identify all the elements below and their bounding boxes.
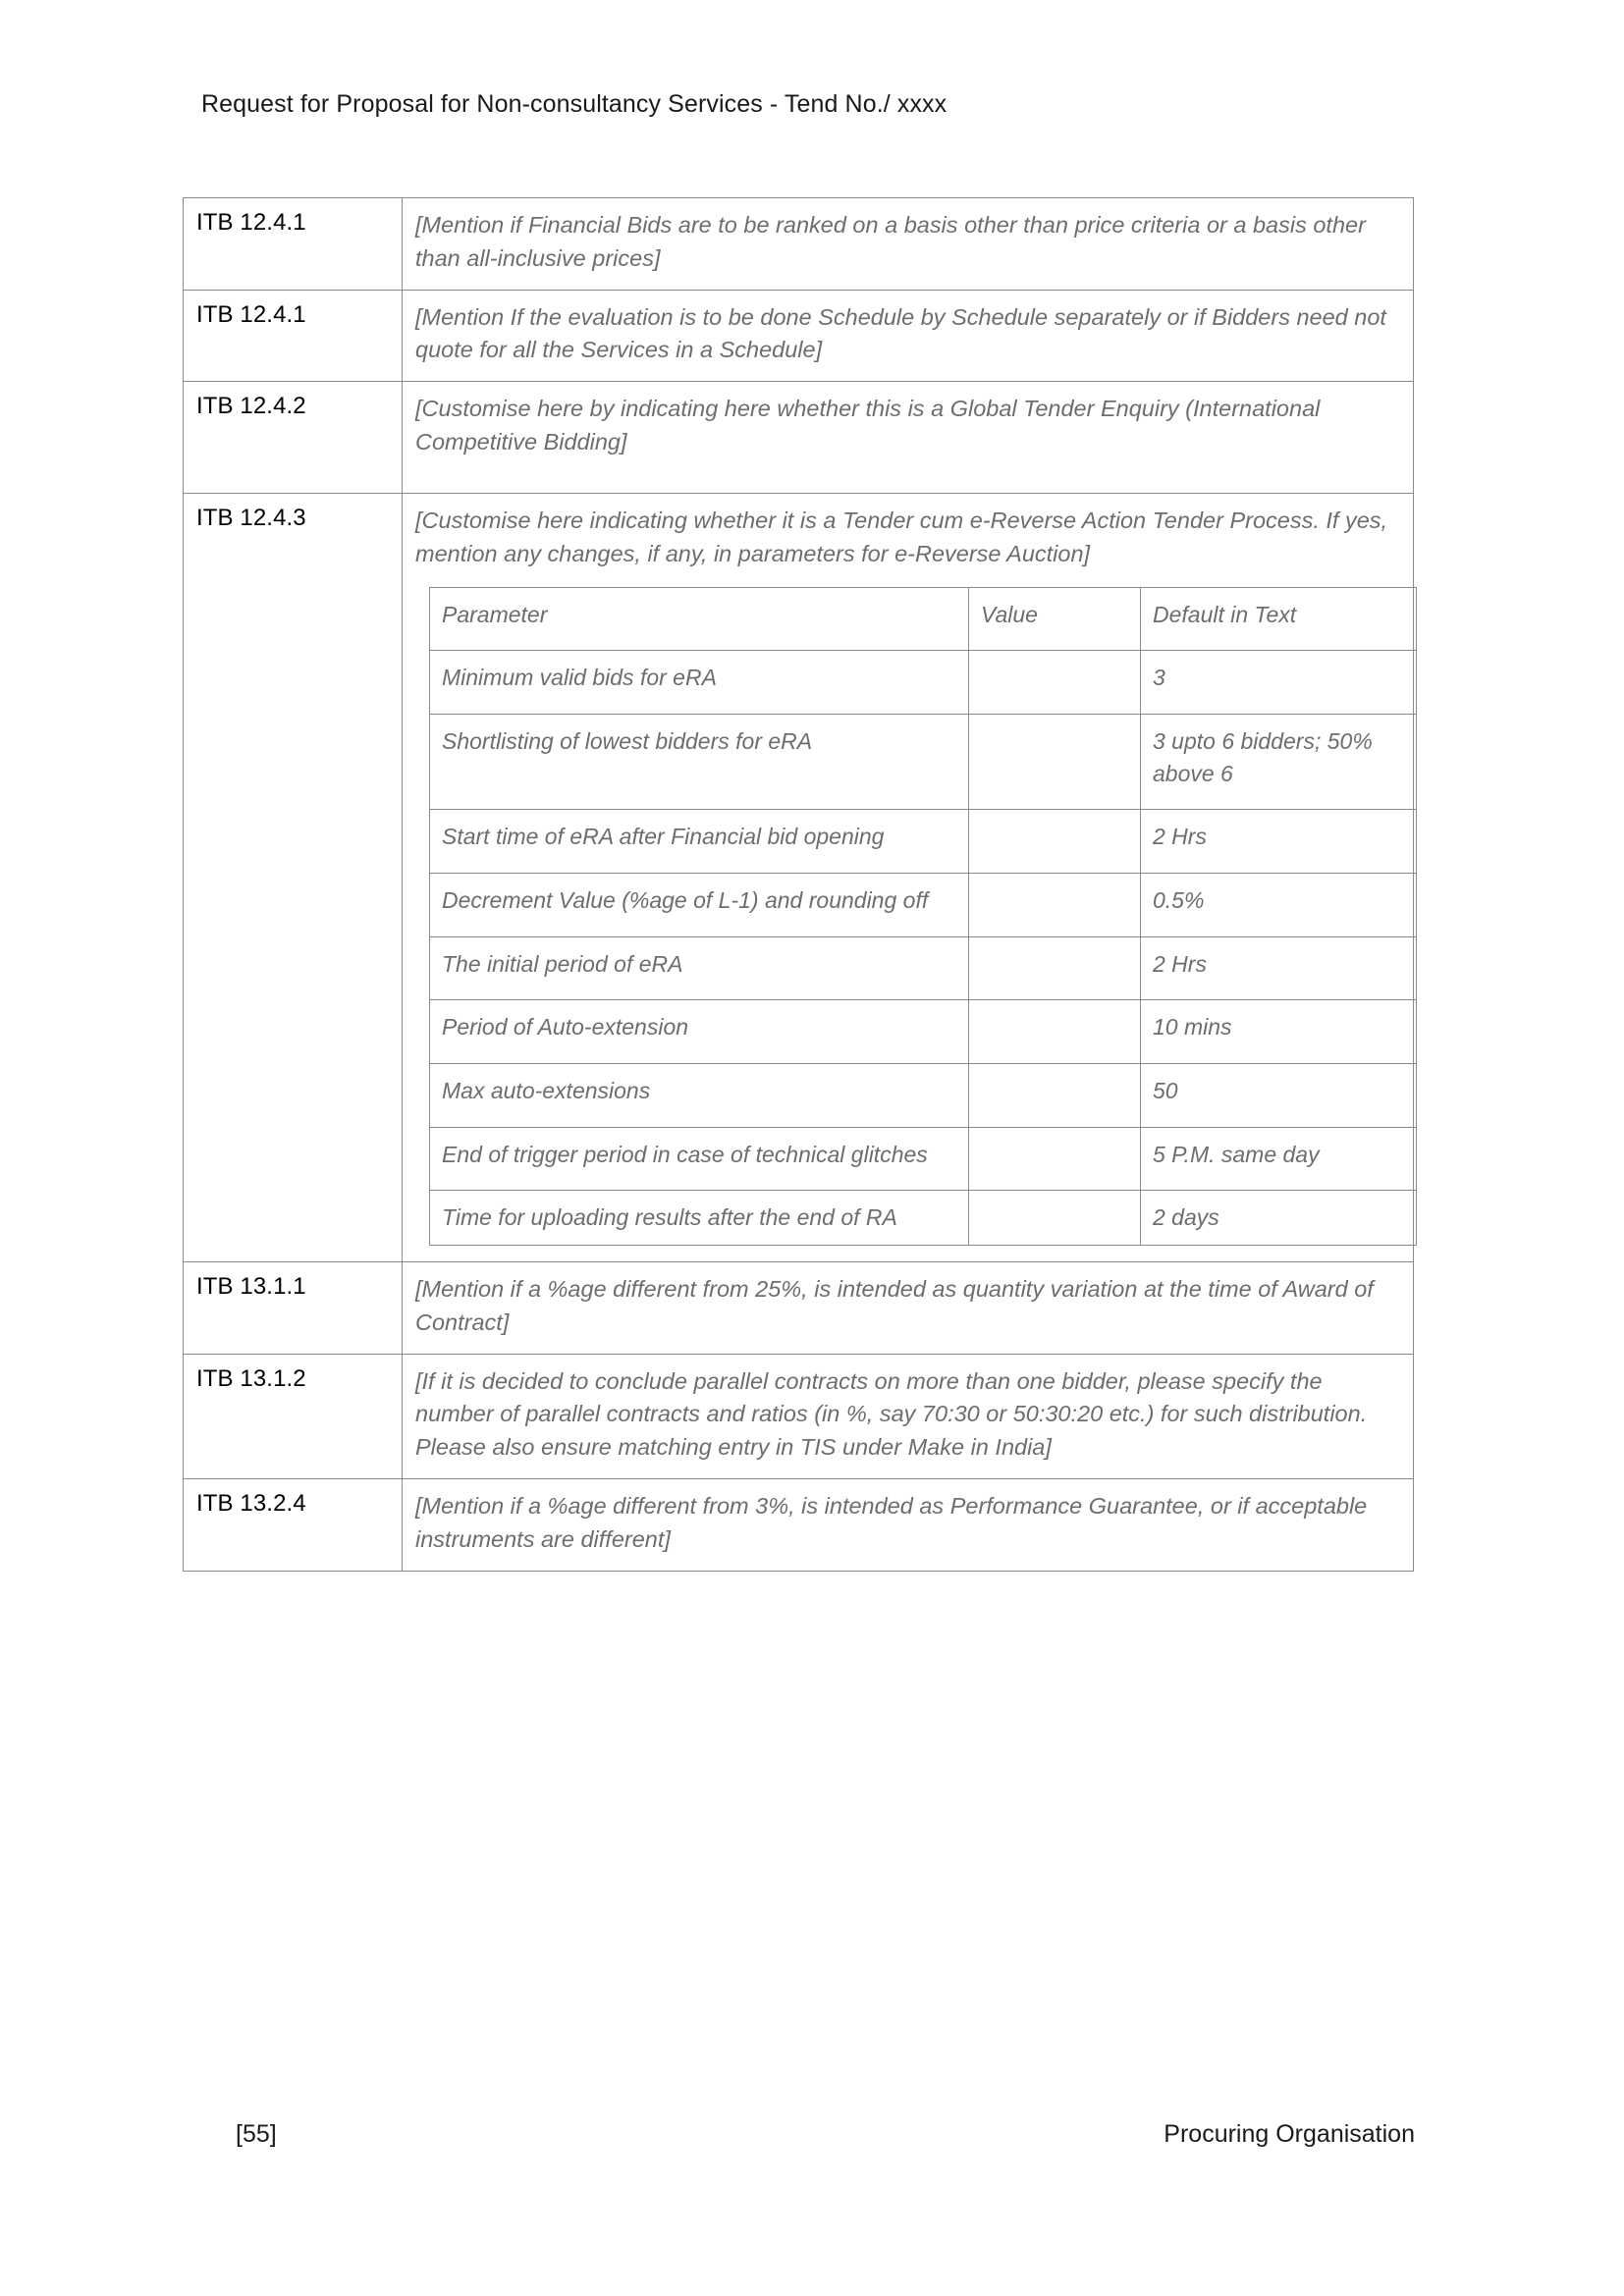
- era-header-value: Value: [969, 587, 1141, 651]
- clause-text: [Mention If the evaluation is to be done Schedule by Schedule separately or if Bidders need not quote for all the Services in a Schedule]: [403, 290, 1414, 382]
- era-default: 3 upto 6 bidders; 50% above 6: [1141, 714, 1417, 809]
- era-default: 10 mins: [1141, 1000, 1417, 1064]
- page-header: Request for Proposal for Non-consultancy Services - Tend No./ xxxx: [201, 90, 947, 118]
- era-row: [430, 1191, 1417, 1246]
- era-row: [430, 1127, 1417, 1191]
- clause-text: [Mention if a %age different from 3%, is intended as Performance Guarantee, or if acceptable instruments are different]: [403, 1478, 1414, 1571]
- era-value: [969, 1191, 1141, 1246]
- table-row: [184, 198, 1414, 291]
- table-row: [184, 382, 1414, 494]
- clause-id: ITB 12.4.2: [184, 382, 403, 494]
- clause-text: [Mention if Financial Bids are to be ranked on a basis other than price criteria or a basis other than all-inclusive prices]: [403, 198, 1414, 291]
- clause-text: [Customise here indicating whether it is a Tender cum e-Reverse Action Tender Process. If yes, mention any changes, if any, in parameters for e-Reverse Auction]: [415, 507, 1388, 566]
- era-parameter: The initial period of eRA: [430, 936, 969, 1000]
- clause-text: [Mention if a %age different from 25%, is intended as quantity variation at the time of Award of Contract]: [403, 1261, 1414, 1354]
- clause-text: [If it is decided to conclude parallel contracts on more than one bidder, please specify the number of parallel contracts and ratios (in %, say 70:30 or 50:30:20 etc.) for such distribution. Please also ensure matching entry in TIS under Make in India]: [403, 1354, 1414, 1478]
- page-number: [55]: [236, 2120, 277, 2148]
- table-row: [184, 1261, 1414, 1354]
- era-value: [969, 651, 1141, 715]
- era-parameters-table: [429, 587, 1417, 1246]
- era-parameter: Minimum valid bids for eRA: [430, 651, 969, 715]
- era-default: 2 days: [1141, 1191, 1417, 1246]
- era-row: [430, 1063, 1417, 1127]
- era-row: [430, 651, 1417, 715]
- era-parameter: Start time of eRA after Financial bid opening: [430, 810, 969, 874]
- clause-id: ITB 12.4.1: [184, 198, 403, 291]
- era-header-parameter: Parameter: [430, 587, 969, 651]
- table-row: [184, 1478, 1414, 1571]
- table-row-era: [184, 493, 1414, 1261]
- era-value: [969, 936, 1141, 1000]
- clause-id: ITB 13.2.4: [184, 1478, 403, 1571]
- clause-id: ITB 12.4.3: [184, 493, 403, 1261]
- era-header-row: [430, 587, 1417, 651]
- table-row: [184, 1354, 1414, 1478]
- table-row: [184, 290, 1414, 382]
- era-default: 50: [1141, 1063, 1417, 1127]
- era-value: [969, 1063, 1141, 1127]
- era-value: [969, 810, 1141, 874]
- era-value: [969, 1127, 1141, 1191]
- era-parameter: Period of Auto-extension: [430, 1000, 969, 1064]
- era-row: [430, 1000, 1417, 1064]
- era-row: [430, 810, 1417, 874]
- clause-text: [Customise here by indicating here whether this is a Global Tender Enquiry (International Competitive Bidding]: [403, 382, 1414, 494]
- footer-organisation: Procuring Organisation: [1164, 2120, 1415, 2148]
- itb-clause-table: [183, 197, 1414, 1572]
- era-parameter: Time for uploading results after the end of RA: [430, 1191, 969, 1246]
- era-parameter: Decrement Value (%age of L-1) and rounding off: [430, 873, 969, 936]
- era-value: [969, 873, 1141, 936]
- era-parameter: End of trigger period in case of technical glitches: [430, 1127, 969, 1191]
- era-row: [430, 714, 1417, 809]
- era-header-default: Default in Text: [1141, 587, 1417, 651]
- era-parameter: Shortlisting of lowest bidders for eRA: [430, 714, 969, 809]
- era-default: 5 P.M. same day: [1141, 1127, 1417, 1191]
- era-row: [430, 873, 1417, 936]
- era-parameter: Max auto-extensions: [430, 1063, 969, 1127]
- era-parameters-wrapper: [429, 587, 1400, 1246]
- era-default: 3: [1141, 651, 1417, 715]
- era-default: 2 Hrs: [1141, 810, 1417, 874]
- era-value: [969, 714, 1141, 809]
- clause-cell-era: [403, 493, 1414, 1261]
- clause-id: ITB 13.1.2: [184, 1354, 403, 1478]
- clause-id: ITB 13.1.1: [184, 1261, 403, 1354]
- clause-id: ITB 12.4.1: [184, 290, 403, 382]
- era-default: 2 Hrs: [1141, 936, 1417, 1000]
- era-row: [430, 936, 1417, 1000]
- era-value: [969, 1000, 1141, 1064]
- era-default: 0.5%: [1141, 873, 1417, 936]
